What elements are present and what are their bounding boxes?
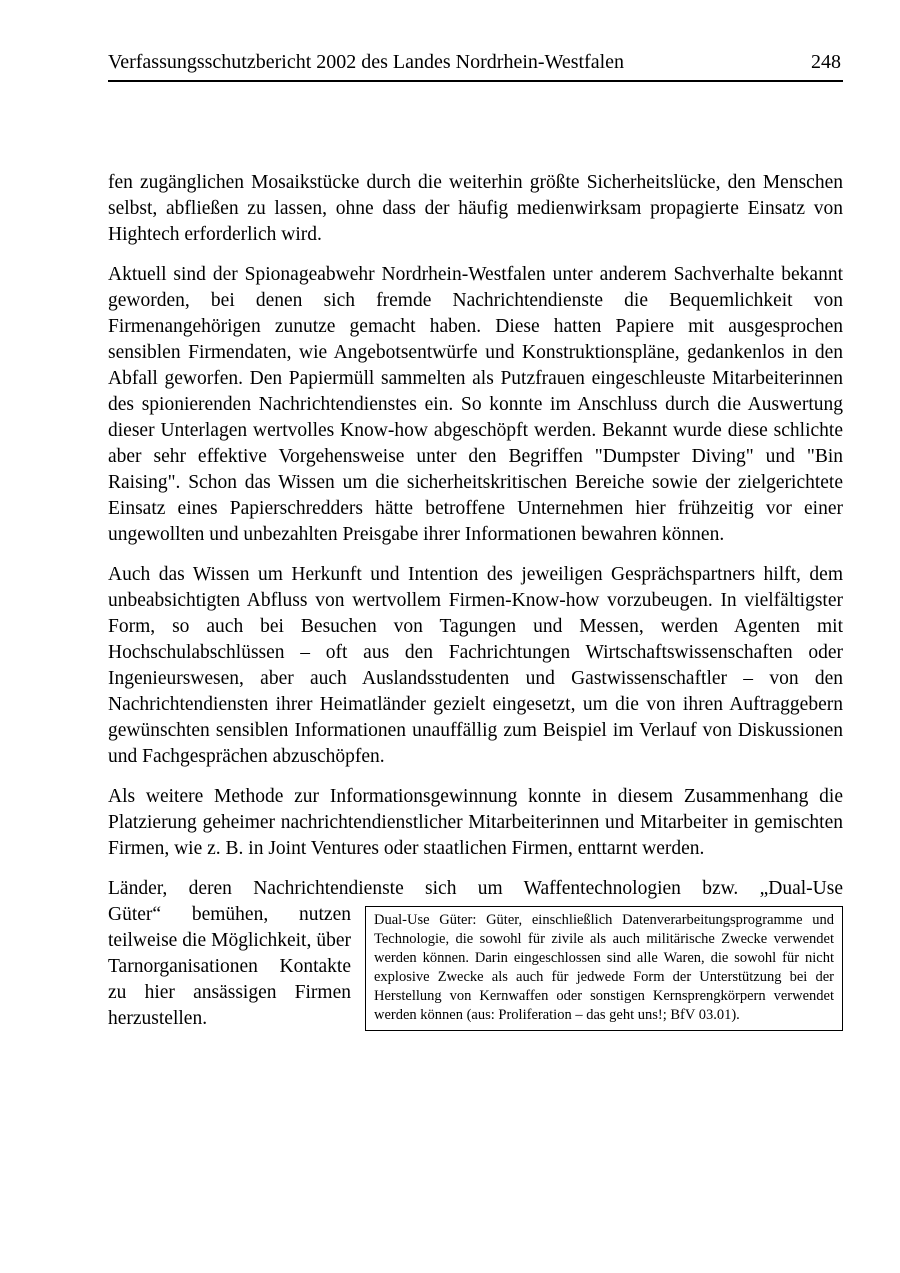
page-body — [108, 170, 843, 1039]
infobox-text: Dual-Use Güter: Güter, einschließlich Datenverarbeitungsprogramme und Technologie, die sowohl für zivile als auch militärische Zwecke verwendet werden können. Darin eingeschlossen sind alle Waren, die sowohl für nicht explosive Zwecke als auch für jedwede Form der Unterstützung bei der Herstellung von Kernwaffen oder sonstigen Kernsprengkörpern verwendet werden können (aus: Proliferation – das geht uns!; BfV 03.01). — [374, 912, 834, 1023]
page-number: 248 — [811, 51, 841, 73]
paragraph-2: Aktuell sind der Spionageabwehr Nordrhein-Westfalen unter anderem Sachverhalte bekannt geworden, bei denen sich fremde Nachrichtendienste die Bequemlichkeit von Firmenangehörigen zunutze gemacht haben. Diese hatten Papiere mit ausgesprochen sensiblen Firmendaten, wie Angebotsentwürfe und Konstruktionspläne, gedankenlos in den Abfall geworfen. Den Papiermüll sammelten als Putzfrauen eingeschleuste Mitarbeiterinnen des spionierenden Nachrichtendienstes ein. So konnte im Anschluss durch die Auswertung dieser Unterlagen wertvolles Know-how abgeschöpft werden. Bekannt wurde diese schlichte aber sehr effektive Vorgehensweise unter den Begriffen "Dumpster Diving" und "Bin Raising". Schon das Wissen um die sicherheitskritischen Bereiche sowie der zielgerichtete Einsatz eines Papierschredders hätte betroffene Unternehmen hier frühzeitig vor einer ungewollten und unbezahlten Preisgabe ihrer Informationen bewahren können. — [108, 264, 843, 545]
header-rule — [108, 80, 843, 82]
paragraph-3: Auch das Wissen um Herkunft und Intention des jeweiligen Gesprächspartners hilft, dem unbeabsichtigten Abfluss von wertvollem Firmen-Know-how vorzubeugen. In vielfältigster Form, so auch bei Besuchen von Tagungen und Messen, werden Agenten mit Hochschulabschlüssen – oft aus den Fachrichtungen Wirtschaftswissenschaften oder Ingenieurswesen, aber auch Auslandsstudenten und Gastwissenschaftler – von den Nachrichtendiensten ihrer Heimatländer gezielt eingesetzt, um die von ihren Auftraggebern gewünschten sensiblen Informationen unauffällig zum Beispiel im Verlauf von Diskussionen und Fachgesprächen abzuschöpfen. — [108, 564, 843, 767]
dual-use-paragraph-rest: Güter“ bemühen, nutzen teilweise die Möglichkeit, über Tarnorganisationen Kontakte zu hier ansässigen Firmen herzustellen. — [108, 904, 351, 1029]
paragraph-4: Als weitere Methode zur Informationsgewinnung konnte in diesem Zusammenhang die Platzierung geheimer nachrichtendienstlicher Mitarbeiterinnen und Mitarbeiter in gemischten Firmen, wie z. B. in Joint Ventures oder staatlichen Firmen, enttarnt werden. — [108, 786, 843, 859]
paragraph-1: fen zugänglichen Mosaikstücke durch die weiterhin größte Sicherheitslücke, den Menschen selbst, abfließen zu lassen, ohne dass der häufig medienwirksam propagierte Einsatz von Hightech erforderlich wird. — [108, 172, 843, 245]
dual-use-infobox — [365, 906, 843, 1031]
page-header — [108, 50, 843, 78]
header-title: Verfassungsschutzbericht 2002 des Landes Nordrhein-Westfalen — [108, 51, 625, 73]
dual-use-paragraph-first-line: Länder, deren Nachrichtendienste sich um Waffentechnologien bzw. „Dual-Use — [108, 878, 843, 899]
dual-use-section — [108, 902, 843, 1039]
